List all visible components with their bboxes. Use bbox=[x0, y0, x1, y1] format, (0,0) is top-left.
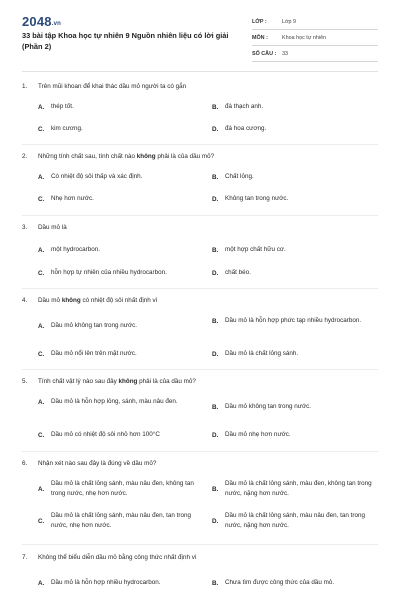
option-letter: B. bbox=[212, 317, 219, 325]
option-letter: D. bbox=[212, 431, 219, 439]
option-text: đá hoa cương. bbox=[225, 125, 267, 132]
option-text: Có nhiệt độ sôi thấp và xác định. bbox=[51, 173, 143, 180]
option-letter: D. bbox=[212, 517, 219, 525]
question-separator bbox=[22, 215, 378, 216]
option-letter: A. bbox=[38, 485, 45, 493]
question-text bbox=[22, 297, 157, 304]
option-letter: A. bbox=[38, 103, 45, 111]
option-letter: B. bbox=[212, 246, 219, 254]
option-letter: A. bbox=[38, 579, 45, 587]
option-a[interactable] bbox=[38, 397, 198, 407]
option-text: chất béo. bbox=[225, 269, 251, 276]
option-b[interactable] bbox=[212, 102, 263, 112]
question-stem-end: phải là của dầu mỏ? bbox=[137, 378, 196, 385]
option-b[interactable] bbox=[212, 578, 334, 588]
option-a[interactable] bbox=[38, 321, 137, 331]
option-letter: A. bbox=[38, 246, 45, 254]
option-text: Dầu mỏ là chất lỏng sánh, màu đen, không tan trong nước, nặng hơn nước. bbox=[225, 480, 372, 497]
option-text: Dầu mỏ nhẹ hơn nước. bbox=[225, 431, 291, 438]
option-text: Dầu mỏ nổi lên trên mặt nước. bbox=[51, 350, 137, 357]
option-letter: B. bbox=[212, 403, 219, 411]
question-stem: Dầu mỏ là bbox=[38, 224, 67, 231]
option-b[interactable] bbox=[212, 479, 380, 499]
option-letter: C. bbox=[38, 350, 45, 358]
meta-label: SỐ CÂU : bbox=[252, 50, 277, 57]
option-text: Dầu mỏ là chất lỏng sánh, màu nâu đen, tan trong nước, nặng hơn nước. bbox=[225, 512, 366, 529]
option-text: hỗn hợp tự nhiên của nhiều hydrocarbon. bbox=[51, 269, 167, 276]
option-d[interactable] bbox=[212, 430, 291, 440]
question-number: 6. bbox=[22, 460, 28, 467]
option-c[interactable] bbox=[38, 268, 167, 278]
meta-row-subject bbox=[252, 30, 378, 46]
option-letter: D. bbox=[212, 350, 219, 358]
meta-value: Lớp 9 bbox=[282, 18, 297, 25]
question-separator bbox=[22, 288, 378, 289]
option-d[interactable] bbox=[212, 124, 266, 134]
option-c[interactable] bbox=[38, 430, 160, 440]
option-c[interactable] bbox=[38, 349, 137, 359]
option-text: đá thạch anh. bbox=[225, 103, 264, 110]
option-letter: D. bbox=[212, 195, 219, 203]
option-letter: C. bbox=[38, 431, 45, 439]
option-letter: B. bbox=[212, 579, 219, 587]
option-text: Chất lỏng. bbox=[225, 173, 254, 180]
option-b[interactable] bbox=[212, 172, 254, 182]
question-number: 5. bbox=[22, 378, 28, 385]
option-letter: C. bbox=[38, 125, 45, 133]
option-text: Nhẹ hơn nước. bbox=[51, 195, 94, 202]
question-text bbox=[22, 224, 67, 231]
option-a[interactable] bbox=[38, 172, 142, 182]
question-number: 7. bbox=[22, 554, 28, 561]
option-text: Dầu mỏ là chất lỏng sánh, màu nâu đen, tan trong nước, nhẹ hơn nước. bbox=[51, 512, 192, 529]
option-letter: D. bbox=[212, 269, 219, 277]
option-c[interactable] bbox=[38, 124, 83, 134]
option-letter: A. bbox=[38, 173, 45, 181]
question-emphasis: không bbox=[118, 378, 138, 385]
option-text: một hợp chất hữu cơ. bbox=[225, 246, 286, 253]
option-letter: A. bbox=[38, 322, 45, 330]
question-stem: Dầu mỏ bbox=[38, 297, 62, 304]
option-letter: C. bbox=[38, 517, 45, 525]
logo-suffix: .vn bbox=[51, 21, 62, 27]
option-d[interactable] bbox=[212, 511, 380, 531]
option-a[interactable] bbox=[38, 245, 100, 255]
question-stem: Những tính chất sau, tính chất nào bbox=[38, 153, 137, 160]
header-divider bbox=[22, 71, 378, 72]
option-b[interactable] bbox=[212, 245, 286, 255]
question-separator bbox=[22, 451, 378, 452]
meta-value: 33 bbox=[282, 50, 288, 57]
option-text: Dầu mỏ có nhiệt độ sôi nhỏ hơn 100°C bbox=[51, 431, 160, 438]
question-stem: Trên mũi khoan để khai thác dầu mỏ người ta có gắn bbox=[38, 83, 187, 90]
question-text bbox=[22, 153, 214, 160]
option-letter: C. bbox=[38, 195, 45, 203]
option-text: Dầu mỏ không tan trong nước. bbox=[51, 322, 138, 329]
question-separator bbox=[22, 544, 378, 545]
question-stem: Tính chất vật lý nào sau đây bbox=[38, 378, 119, 385]
option-b[interactable] bbox=[212, 316, 372, 326]
meta-panel bbox=[252, 14, 378, 62]
question-number: 2. bbox=[22, 153, 28, 160]
question-separator bbox=[22, 144, 378, 145]
option-letter: B. bbox=[212, 103, 219, 111]
option-text: Chưa tìm được công thức của dầu mỏ. bbox=[225, 579, 335, 586]
meta-row-count bbox=[252, 46, 378, 62]
option-text: Dầu mỏ không tan trong nước. bbox=[225, 403, 312, 410]
question-text bbox=[22, 460, 156, 467]
option-c[interactable] bbox=[38, 194, 94, 204]
option-text: thép tốt. bbox=[51, 103, 74, 110]
page-title: 33 bài tập Khoa học tự nhiên 9 Nguồn nhiên liệu có lời giải (Phần 2) bbox=[22, 31, 229, 51]
option-text: Không tan trong nước. bbox=[225, 195, 289, 202]
meta-row-grade bbox=[252, 14, 378, 30]
option-text: Dầu mỏ là chất lỏng sánh. bbox=[225, 350, 299, 357]
question-stem: Nhận xét nào sau đây là đúng về dầu mỏ? bbox=[38, 460, 157, 467]
meta-label: LỚP : bbox=[252, 18, 267, 25]
question-number: 4. bbox=[22, 297, 28, 304]
option-text: Dầu mỏ là chất lỏng sánh, màu nâu đen, không tan trong nước, nhẹ hơn nước. bbox=[51, 480, 194, 497]
option-text: kim cương. bbox=[51, 125, 83, 132]
option-d[interactable] bbox=[212, 349, 298, 359]
option-letter: B. bbox=[212, 173, 219, 181]
question-separator bbox=[22, 369, 378, 370]
option-letter: C. bbox=[38, 269, 45, 277]
question-text bbox=[22, 378, 196, 385]
option-a[interactable] bbox=[38, 102, 74, 112]
meta-value: Khoa học tự nhiên bbox=[282, 34, 327, 41]
option-text: Dầu mỏ là hỗn hợp phức tạp nhiều hydrocarbon. bbox=[225, 317, 362, 324]
option-text: Dầu mỏ là hỗn hợp lỏng, sánh, màu nâu đen. bbox=[51, 398, 178, 405]
option-a[interactable] bbox=[38, 578, 161, 588]
site-logo[interactable] bbox=[22, 14, 61, 29]
question-number: 1. bbox=[22, 83, 28, 90]
logo-text: 2048 bbox=[22, 14, 52, 29]
question-stem: Không thể biểu diễn dầu mỏ bằng công thức nhất định vì bbox=[38, 554, 197, 561]
question-text bbox=[22, 554, 197, 561]
option-text: một hydrocarbon. bbox=[51, 246, 101, 253]
option-letter: D. bbox=[212, 125, 219, 133]
option-a[interactable] bbox=[38, 479, 203, 499]
question-emphasis: không bbox=[61, 297, 81, 304]
option-text: Dầu mỏ là hỗn hợp nhiều hydrocarbon. bbox=[51, 579, 161, 586]
question-number: 3. bbox=[22, 224, 28, 231]
page-header bbox=[0, 0, 400, 76]
meta-label: MÔN : bbox=[252, 34, 268, 41]
question-stem-end: có nhiệt độ sôi nhất định vì bbox=[80, 297, 158, 304]
option-letter: B. bbox=[212, 485, 219, 493]
option-b[interactable] bbox=[212, 402, 311, 412]
question-emphasis: không bbox=[136, 153, 156, 160]
question-stem-end: phải là của dầu mỏ? bbox=[155, 153, 215, 160]
question-text bbox=[22, 83, 186, 90]
option-letter: A. bbox=[38, 398, 45, 406]
option-d[interactable] bbox=[212, 268, 251, 278]
option-c[interactable] bbox=[38, 511, 203, 531]
option-d[interactable] bbox=[212, 194, 288, 204]
